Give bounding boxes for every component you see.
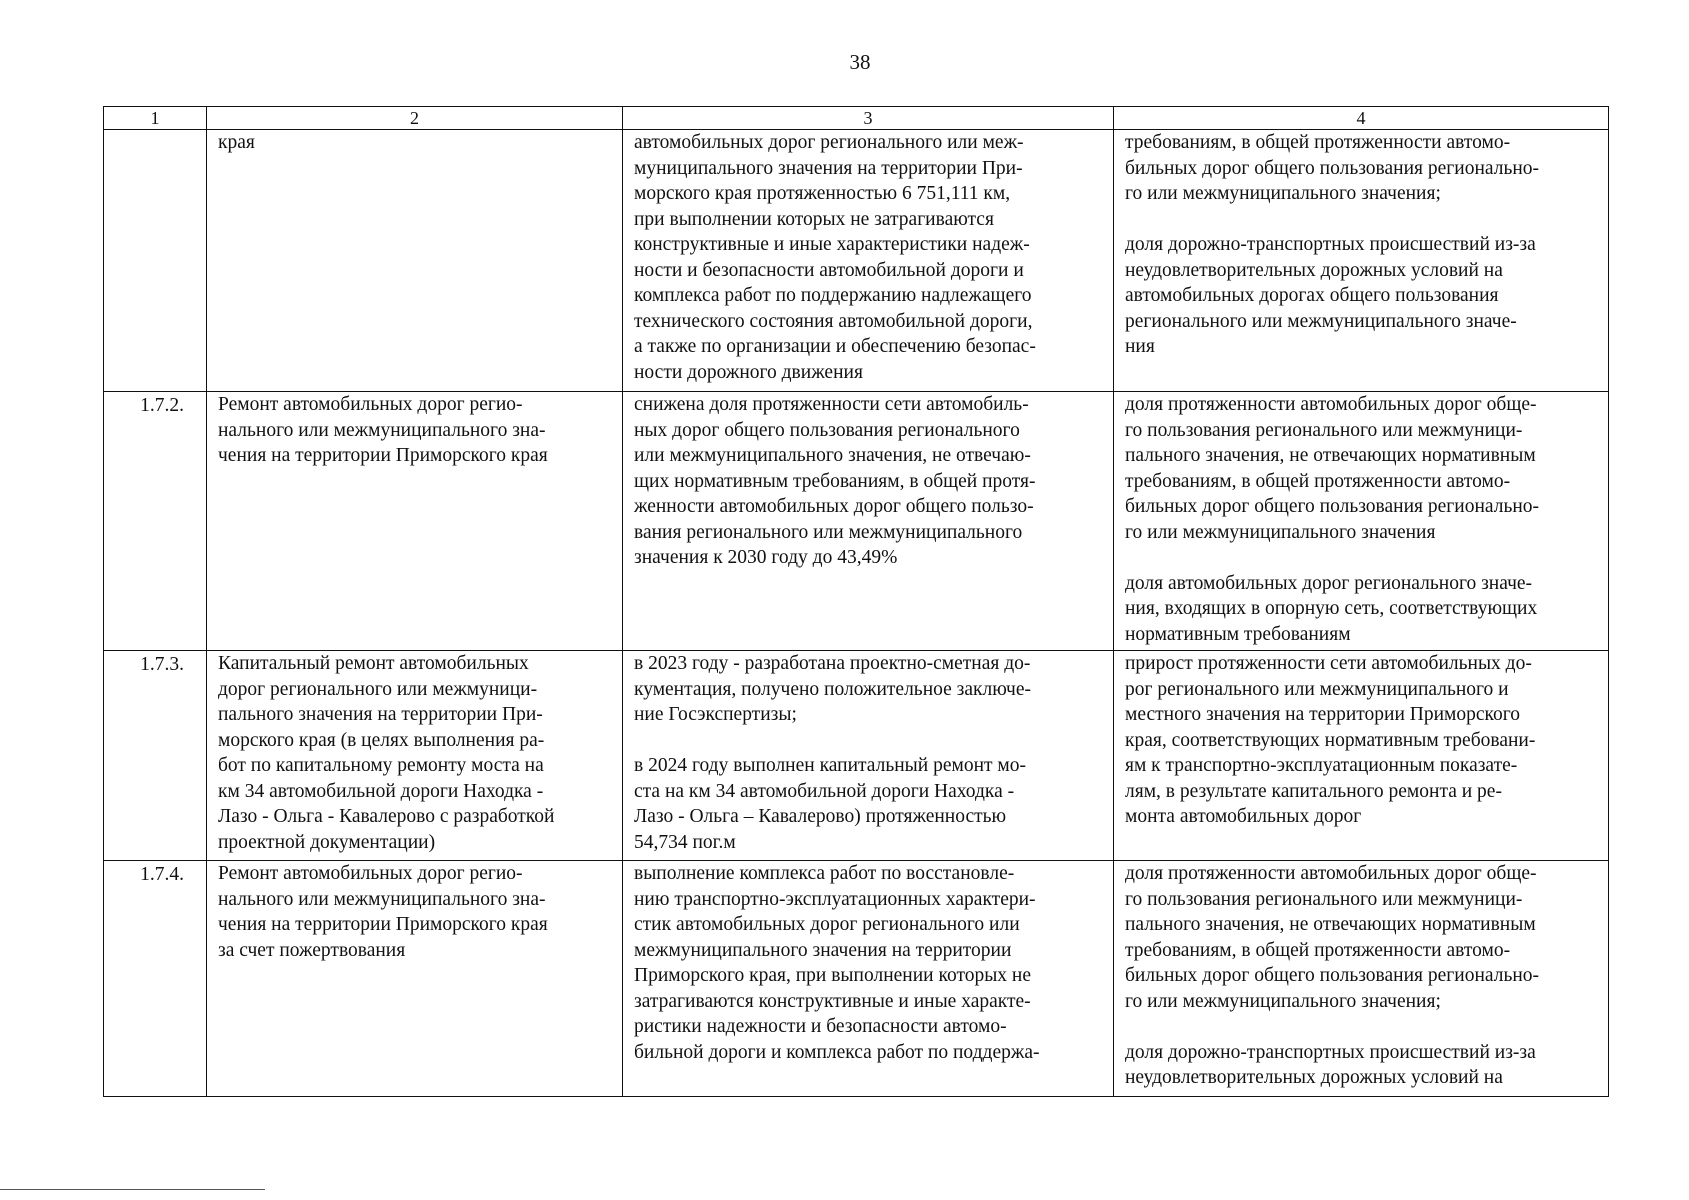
text-line: ния, входящих в опорную сеть, соответствующих: [1125, 598, 1538, 619]
text-line: го или межмуниципального значения: [1125, 521, 1436, 543]
text-line: автомобильных дорогах общего пользования: [1125, 285, 1499, 306]
text-line: Приморского края, при выполнении которых не: [634, 965, 1032, 986]
text-line: бот по капитальному ремонту моста на: [218, 755, 544, 776]
text-line: бильных дорог общего пользования регионально-: [1125, 965, 1540, 986]
table-row: [104, 861, 1609, 1097]
table-row: [104, 392, 1609, 651]
text-line: доля автомобильных дорог регионального значе-: [1125, 572, 1533, 594]
text-line: межмуниципального значения на территории: [634, 939, 1012, 961]
indicator: [1114, 130, 1609, 392]
text-line: в 2023 году - разработана проектно-сметная до-: [634, 653, 1031, 674]
text-line: нормативным требованиям: [1125, 623, 1351, 645]
text-line: пального значения, не отвечающих нормативным: [1125, 914, 1536, 935]
expected-result: [623, 861, 1114, 1097]
text-line: стик автомобильных дорог регионального или: [634, 914, 1020, 935]
text-line: ристики надежности и безопасности автомо-: [634, 1016, 1007, 1037]
header-col-2: 2: [207, 107, 623, 130]
text-line: муниципального значения на территории При-: [634, 157, 1023, 179]
item-number: 1.7.3.: [104, 651, 207, 861]
text-line: регионального или межмуниципального значе-: [1125, 310, 1517, 332]
indicator: [1114, 651, 1609, 861]
text-line: требованиям, в общей протяженности автомо-: [1125, 470, 1511, 492]
indicator: [1114, 861, 1609, 1097]
text-line: неудовлетворительных дорожных условий на: [1125, 1067, 1503, 1088]
text-line: затрагиваются конструктивные и иные характе-: [634, 990, 1031, 1012]
header-col-4: 4: [1114, 107, 1609, 130]
text-line: требованиям, в общей протяженности автомо-: [1125, 939, 1511, 961]
text-line: нального или межмуниципального зна-: [218, 419, 546, 441]
footer-rule: [0, 1189, 265, 1190]
column-number-row: [104, 107, 1609, 130]
text-line: Ремонт автомобильных дорог регио-: [218, 394, 523, 415]
text-line: комплекса работ по поддержанию надлежащего: [634, 285, 1032, 306]
text-line: края, соответствующих нормативным требовани-: [1125, 729, 1536, 751]
text-line: доля протяженности автомобильных дорог обще-: [1125, 863, 1537, 884]
table-row: [104, 651, 1609, 861]
text-line: бильной дороги и комплекса работ по поддержа-: [634, 1041, 1040, 1063]
text-line: значения к 2030 году до 43,49%: [634, 547, 898, 568]
item-number: 1.7.2.: [104, 392, 207, 651]
text-line: нального или межмуниципального зна-: [218, 888, 546, 910]
text-line: Лазо - Ольга - Кавалерово с разработкой: [218, 806, 555, 827]
text-line: края: [218, 132, 255, 153]
text-line: проектной документации): [218, 831, 436, 853]
text-line: дорог регионального или межмуници-: [218, 678, 538, 700]
text-line: го или межмуниципального значения;: [1125, 183, 1441, 204]
item-number: 1.7.4.: [104, 861, 207, 1097]
expected-result: [623, 130, 1114, 392]
indicator: [1114, 392, 1609, 651]
text-line: выполнение комплекса работ по восстановле-: [634, 863, 1015, 884]
measure-name: [207, 651, 623, 861]
measure-name: [207, 130, 623, 392]
measures-table: [103, 106, 1609, 1097]
text-line: монта автомобильных дорог: [1125, 806, 1362, 827]
expected-result: [623, 392, 1114, 651]
text-line: чения на территории Приморского края: [218, 914, 548, 935]
text-line: рог регионального или межмуниципального и: [1125, 678, 1509, 700]
text-line: км 34 автомобильной дороги Находка -: [218, 780, 544, 802]
text-line: ста на км 34 автомобильной дороги Находка -: [634, 780, 1015, 802]
text-line: прирост протяженности сети автомобильных до-: [1125, 653, 1532, 674]
text-line: конструктивные и иные характеристики надеж-: [634, 234, 1030, 255]
text-line: бильных дорог общего пользования регионально-: [1125, 496, 1540, 517]
text-line: доля дорожно-транспортных происшествий из-за: [1125, 234, 1536, 255]
text-line: чения на территории Приморского края: [218, 445, 548, 466]
text-line: женности автомобильных дорог общего пользо-: [634, 496, 1034, 517]
text-line: пального значения, не отвечающих нормативным: [1125, 445, 1536, 466]
text-line: при выполнении которых не затрагиваются: [634, 208, 994, 230]
text-line: автомобильных дорог регионального или меж-: [634, 132, 1024, 153]
text-line: или межмуниципального значения, не отвечаю-: [634, 445, 1031, 466]
header-col-3: 3: [623, 107, 1114, 130]
table-row: [104, 130, 1609, 392]
header-col-1: 1: [104, 107, 207, 130]
text-line: снижена доля протяженности сети автомобиль-: [634, 394, 1029, 415]
text-line: вания регионального или межмуниципального: [634, 521, 1023, 543]
text-line: бильных дорог общего пользования регионально-: [1125, 157, 1540, 179]
text-line: Капитальный ремонт автомобильных: [218, 653, 529, 674]
text-line: Ремонт автомобильных дорог регио-: [218, 863, 523, 884]
paragraph-gap: [1125, 545, 1600, 571]
text-line: Лазо - Ольга – Кавалерово) протяженностью: [634, 806, 1007, 827]
text-line: го пользования регионального или межмуници-: [1125, 888, 1523, 910]
text-line: доля дорожно-транспортных происшествий из-за: [1125, 1041, 1536, 1063]
text-line: ных дорог общего пользования регионального: [634, 419, 1020, 441]
measure-name: [207, 861, 623, 1097]
paragraph-gap: [1125, 207, 1600, 233]
text-line: а также по организации и обеспечению безопас-: [634, 336, 1036, 357]
text-line: требованиям, в общей протяженности автомо-: [1125, 132, 1511, 153]
text-line: нию транспортно-эксплуатационных характери-: [634, 888, 1036, 910]
text-line: ности и безопасности автомобильной дороги и: [634, 259, 1024, 281]
text-line: го или межмуниципального значения;: [1125, 990, 1441, 1012]
text-line: 54,734 пог.м: [634, 831, 736, 853]
text-line: местного значения на территории Приморского: [1125, 704, 1521, 725]
text-line: го пользования регионального или межмуници-: [1125, 419, 1523, 441]
text-line: доля протяженности автомобильных дорог обще-: [1125, 394, 1537, 415]
text-line: ния: [1125, 336, 1155, 357]
item-number: [104, 130, 207, 392]
text-line: ям к транспортно-эксплуатационным показате-: [1125, 755, 1518, 776]
measure-name: [207, 392, 623, 651]
expected-result: [623, 651, 1114, 861]
paragraph-gap: [634, 728, 1105, 754]
text-line: морского края (в целях выполнения ра-: [218, 729, 545, 751]
text-line: ности дорожного движения: [634, 361, 863, 383]
text-line: ние Госэкспертизы;: [634, 704, 797, 725]
text-line: морского края протяженностью 6 751,111 км,: [634, 183, 1011, 204]
text-line: в 2024 году выполнен капитальный ремонт мо-: [634, 755, 1026, 776]
text-line: неудовлетворительных дорожных условий на: [1125, 259, 1503, 281]
text-line: щих нормативным требованиям, в общей протя-: [634, 470, 1036, 492]
text-line: кументация, получено положительное заключе-: [634, 678, 1031, 700]
page-number: 38: [849, 50, 871, 74]
text-line: технического состояния автомобильной дороги,: [634, 310, 1033, 332]
paragraph-gap: [1125, 1014, 1600, 1040]
text-line: лям, в результате капитального ремонта и ре-: [1125, 780, 1502, 802]
text-line: за счет пожертвования: [218, 939, 406, 961]
text-line: пального значения на территории При-: [218, 704, 543, 725]
